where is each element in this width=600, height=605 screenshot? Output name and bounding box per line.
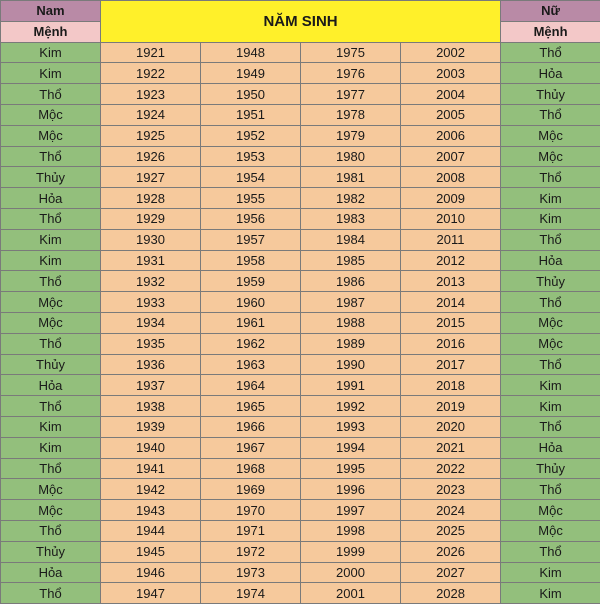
birth-year-cell: 1996	[301, 479, 401, 500]
table-row	[1, 541, 600, 562]
birth-year-cell: 2025	[401, 520, 501, 541]
nu-menh-cell: Thổ	[501, 167, 600, 188]
birth-year-cell: 1926	[101, 146, 201, 167]
birth-year-cell: 2023	[401, 479, 501, 500]
birth-year-cell: 1972	[201, 541, 301, 562]
birth-year-cell: 1989	[301, 333, 401, 354]
nam-menh-cell: Hỏa	[1, 562, 101, 583]
table-row	[1, 583, 600, 604]
birth-year-cell: 1966	[201, 416, 301, 437]
table-row	[1, 146, 600, 167]
birth-year-cell: 2024	[401, 500, 501, 521]
birth-year-cell: 1963	[201, 354, 301, 375]
nam-menh-cell: Kim	[1, 229, 101, 250]
birth-year-cell: 2022	[401, 458, 501, 479]
birth-year-cell: 1952	[201, 125, 301, 146]
nam-menh-cell: Thổ	[1, 84, 101, 105]
birth-year-cell: 1991	[301, 375, 401, 396]
birth-year-cell: 1954	[201, 167, 301, 188]
birth-year-cell: 1944	[101, 520, 201, 541]
nam-menh-cell: Hỏa	[1, 375, 101, 396]
nam-menh-cell: Mộc	[1, 104, 101, 125]
birth-year-cell: 1987	[301, 292, 401, 313]
birth-year-cell: 1979	[301, 125, 401, 146]
nu-menh-cell: Thổ	[501, 354, 600, 375]
nu-menh-cell: Thủy	[501, 271, 600, 292]
table-row	[1, 292, 600, 313]
birth-year-cell: 2027	[401, 562, 501, 583]
birth-year-cell: 1960	[201, 292, 301, 313]
nu-menh-cell: Kim	[501, 208, 600, 229]
birth-year-cell: 2002	[401, 42, 501, 63]
table-row	[1, 104, 600, 125]
birth-year-cell: 1976	[301, 63, 401, 84]
birth-year-cell: 1938	[101, 396, 201, 417]
birth-year-cell: 2017	[401, 354, 501, 375]
birth-year-cell: 1959	[201, 271, 301, 292]
nu-menh-cell: Kim	[501, 562, 600, 583]
nam-menh-cell: Mộc	[1, 125, 101, 146]
nu-menh-cell: Thổ	[501, 541, 600, 562]
nu-menh-subheader: Mệnh	[501, 21, 600, 42]
nu-menh-cell: Hỏa	[501, 437, 600, 458]
birth-year-cell: 2019	[401, 396, 501, 417]
birth-year-cell: 1941	[101, 458, 201, 479]
table-row	[1, 500, 600, 521]
table-row	[1, 84, 600, 105]
birth-year-cell: 1955	[201, 188, 301, 209]
nam-menh-cell: Mộc	[1, 479, 101, 500]
nu-menh-cell: Thổ	[501, 416, 600, 437]
table-row	[1, 375, 600, 396]
table-row	[1, 562, 600, 583]
table-row	[1, 458, 600, 479]
birth-year-cell: 1984	[301, 229, 401, 250]
birth-year-cell: 2000	[301, 562, 401, 583]
birth-year-cell: 1998	[301, 520, 401, 541]
birth-year-cell: 2013	[401, 271, 501, 292]
birth-year-cell: 2028	[401, 583, 501, 604]
birth-year-cell: 1980	[301, 146, 401, 167]
birth-year-cell: 1975	[301, 42, 401, 63]
nam-menh-cell: Thổ	[1, 271, 101, 292]
birth-year-cell: 1947	[101, 583, 201, 604]
nu-menh-cell: Thổ	[501, 479, 600, 500]
header-row-top	[1, 1, 600, 22]
table-body	[1, 42, 600, 604]
nam-menh-cell: Kim	[1, 63, 101, 84]
birth-year-cell: 1986	[301, 271, 401, 292]
birth-year-cell: 2006	[401, 125, 501, 146]
birth-year-cell: 1961	[201, 312, 301, 333]
birth-year-cell: 1983	[301, 208, 401, 229]
birth-year-cell: 1948	[201, 42, 301, 63]
birth-year-cell: 1921	[101, 42, 201, 63]
birth-year-cell: 1946	[101, 562, 201, 583]
birth-year-cell: 1999	[301, 541, 401, 562]
nu-menh-cell: Thổ	[501, 229, 600, 250]
table-row	[1, 416, 600, 437]
birth-year-cell: 1943	[101, 500, 201, 521]
birth-year-cell: 1993	[301, 416, 401, 437]
birth-year-cell: 1962	[201, 333, 301, 354]
birth-year-cell: 1956	[201, 208, 301, 229]
nu-menh-cell: Mộc	[501, 146, 600, 167]
birth-year-cell: 1995	[301, 458, 401, 479]
nam-sinh-title: NĂM SINH	[101, 1, 501, 43]
birth-year-cell: 1970	[201, 500, 301, 521]
birth-year-cell: 1978	[301, 104, 401, 125]
birth-year-cell: 2016	[401, 333, 501, 354]
birth-year-cell: 1936	[101, 354, 201, 375]
birth-year-cell: 1940	[101, 437, 201, 458]
nu-menh-cell: Kim	[501, 396, 600, 417]
birth-year-cell: 1928	[101, 188, 201, 209]
nam-header: Nam	[1, 1, 101, 22]
nam-menh-cell: Thủy	[1, 354, 101, 375]
table-row	[1, 354, 600, 375]
nam-menh-cell: Thổ	[1, 520, 101, 541]
birth-year-cell: 2015	[401, 312, 501, 333]
birth-year-cell: 1958	[201, 250, 301, 271]
nam-menh-cell: Thổ	[1, 458, 101, 479]
nam-menh-cell: Kim	[1, 416, 101, 437]
nu-header: Nữ	[501, 1, 600, 22]
nu-menh-cell: Kim	[501, 375, 600, 396]
birth-year-cell: 1923	[101, 84, 201, 105]
nam-menh-subheader: Mệnh	[1, 21, 101, 42]
birth-year-cell: 1929	[101, 208, 201, 229]
birth-year-cell: 1951	[201, 104, 301, 125]
nu-menh-cell: Thổ	[501, 104, 600, 125]
nu-menh-cell: Mộc	[501, 500, 600, 521]
table-row	[1, 479, 600, 500]
table-row	[1, 333, 600, 354]
birth-year-cell: 1937	[101, 375, 201, 396]
birth-year-cell: 1953	[201, 146, 301, 167]
nam-menh-cell: Thổ	[1, 396, 101, 417]
table-row	[1, 396, 600, 417]
birth-year-cell: 1922	[101, 63, 201, 84]
birth-year-cell: 1990	[301, 354, 401, 375]
birth-year-cell: 1950	[201, 84, 301, 105]
birth-year-cell: 2004	[401, 84, 501, 105]
table-row	[1, 520, 600, 541]
birth-year-cell: 1967	[201, 437, 301, 458]
birth-year-cell: 1971	[201, 520, 301, 541]
table-row	[1, 188, 600, 209]
birth-year-cell: 1957	[201, 229, 301, 250]
table-row	[1, 250, 600, 271]
table-row	[1, 125, 600, 146]
nam-menh-cell: Kim	[1, 250, 101, 271]
birth-year-cell: 1932	[101, 271, 201, 292]
table-row	[1, 63, 600, 84]
nam-menh-cell: Kim	[1, 437, 101, 458]
birth-year-cell: 1985	[301, 250, 401, 271]
nu-menh-cell: Hỏa	[501, 63, 600, 84]
birth-year-cell: 1935	[101, 333, 201, 354]
birth-year-cell: 1992	[301, 396, 401, 417]
nam-menh-cell: Hỏa	[1, 188, 101, 209]
birth-year-cell: 1934	[101, 312, 201, 333]
nu-menh-cell: Thủy	[501, 84, 600, 105]
birth-year-cell: 1964	[201, 375, 301, 396]
birth-year-cell: 1927	[101, 167, 201, 188]
birth-year-cell: 2010	[401, 208, 501, 229]
birth-year-cell: 1924	[101, 104, 201, 125]
nam-menh-cell: Thủy	[1, 167, 101, 188]
table-row	[1, 271, 600, 292]
birth-year-cell: 1968	[201, 458, 301, 479]
table-row	[1, 167, 600, 188]
nam-menh-cell: Thổ	[1, 146, 101, 167]
birth-year-cell: 1945	[101, 541, 201, 562]
birth-year-cell: 2012	[401, 250, 501, 271]
birth-year-cell: 2011	[401, 229, 501, 250]
table-row	[1, 437, 600, 458]
table-row	[1, 312, 600, 333]
birth-year-cell: 2021	[401, 437, 501, 458]
nam-menh-cell: Thổ	[1, 208, 101, 229]
birth-year-cell: 1988	[301, 312, 401, 333]
nu-menh-cell: Thổ	[501, 292, 600, 313]
birth-year-cell: 1981	[301, 167, 401, 188]
birth-year-cell: 2003	[401, 63, 501, 84]
birth-year-cell: 2008	[401, 167, 501, 188]
birth-year-cell: 1942	[101, 479, 201, 500]
table-row	[1, 208, 600, 229]
nam-menh-cell: Mộc	[1, 312, 101, 333]
nam-menh-cell: Thổ	[1, 333, 101, 354]
birth-year-cell: 1977	[301, 84, 401, 105]
birth-year-cell: 1973	[201, 562, 301, 583]
nu-menh-cell: Kim	[501, 188, 600, 209]
birth-year-cell: 2026	[401, 541, 501, 562]
table-row	[1, 42, 600, 63]
birth-year-cell: 1982	[301, 188, 401, 209]
birth-year-cell: 2005	[401, 104, 501, 125]
nam-menh-cell: Mộc	[1, 500, 101, 521]
nam-menh-cell: Thổ	[1, 583, 101, 604]
birth-year-cell: 2020	[401, 416, 501, 437]
birth-year-cell: 1933	[101, 292, 201, 313]
birth-year-cell: 2014	[401, 292, 501, 313]
birth-year-cell: 1969	[201, 479, 301, 500]
birth-year-cell: 1974	[201, 583, 301, 604]
nu-menh-cell: Thổ	[501, 42, 600, 63]
birth-year-cell: 1939	[101, 416, 201, 437]
nu-menh-cell: Thủy	[501, 458, 600, 479]
birth-year-cell: 1949	[201, 63, 301, 84]
nu-menh-cell: Kim	[501, 583, 600, 604]
birth-year-cell: 1925	[101, 125, 201, 146]
nu-menh-cell: Mộc	[501, 312, 600, 333]
birth-year-cell: 2007	[401, 146, 501, 167]
nu-menh-cell: Mộc	[501, 333, 600, 354]
nu-menh-cell: Mộc	[501, 520, 600, 541]
birth-year-cell: 1994	[301, 437, 401, 458]
birth-year-cell: 2001	[301, 583, 401, 604]
birth-year-cell: 1931	[101, 250, 201, 271]
nu-menh-cell: Mộc	[501, 125, 600, 146]
table-row	[1, 229, 600, 250]
birth-year-cell: 2009	[401, 188, 501, 209]
nam-menh-cell: Thủy	[1, 541, 101, 562]
birth-year-cell: 1965	[201, 396, 301, 417]
nam-menh-cell: Mộc	[1, 292, 101, 313]
birth-year-cell: 2018	[401, 375, 501, 396]
nu-menh-cell: Hỏa	[501, 250, 600, 271]
birth-year-cell: 1930	[101, 229, 201, 250]
nam-menh-cell: Kim	[1, 42, 101, 63]
birth-year-cell: 1997	[301, 500, 401, 521]
